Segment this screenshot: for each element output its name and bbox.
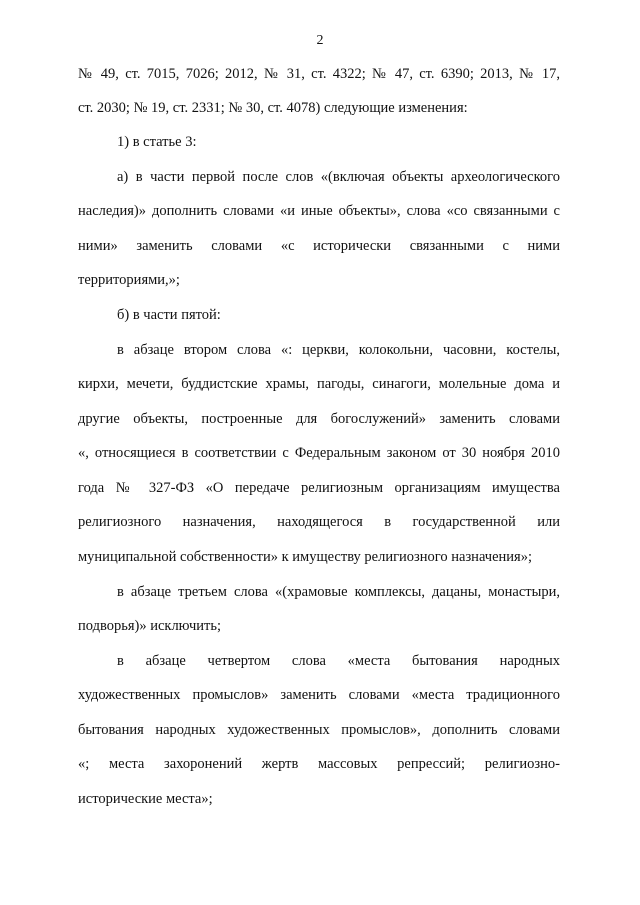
text-line-4: а) в части первой после слов «(включая объекты археологического bbox=[117, 169, 560, 185]
text-line-1: № 49, ст. 7015, 7026; 2012, № 31, ст. 4322; № 47, ст. 6390; 2013, № 17, bbox=[78, 66, 560, 82]
text-line-10: кирхи, мечети, буддистские храмы, пагоды, синагоги, молельные дома и bbox=[78, 376, 560, 392]
text-line-20: бытования народных художественных промыслов», дополнить словами bbox=[78, 722, 560, 738]
text-line-7: территориями,»; bbox=[78, 272, 180, 288]
text-line-22: исторические места»; bbox=[78, 791, 213, 807]
text-line-17: подворья)» исключить; bbox=[78, 618, 221, 634]
text-line-19: художественных промыслов» заменить словами «места традиционного bbox=[78, 687, 560, 703]
text-line-8: б) в части пятой: bbox=[117, 307, 221, 323]
page-number: 2 bbox=[316, 33, 324, 48]
text-line-9: в абзаце втором слова «: церкви, колокольни, часовни, костелы, bbox=[117, 342, 560, 358]
text-line-6: ними» заменить словами «с исторически связанными с ними bbox=[78, 238, 560, 254]
text-line-16: в абзаце третьем слова «(храмовые комплексы, дацаны, монастыри, bbox=[117, 584, 560, 600]
text-line-18: в абзаце четвертом слова «места бытования народных bbox=[117, 653, 560, 669]
text-line-15: муниципальной собственности» к имуществу религиозного назначения»; bbox=[78, 549, 532, 565]
text-line-5: наследия)» дополнить словами «и иные объекты», слова «со связанными с bbox=[78, 203, 560, 219]
text-line-14: религиозного назначения, находящегося в государственной или bbox=[78, 514, 560, 530]
text-line-2: ст. 2030; № 19, ст. 2331; № 30, ст. 4078) следующие изменения: bbox=[78, 100, 468, 116]
text-line-21: «; места захоронений жертв массовых репрессий; религиозно- bbox=[78, 756, 560, 772]
text-line-11: другие объекты, построенные для богослужений» заменить словами bbox=[78, 411, 560, 427]
text-line-12: «, относящиеся в соответствии с Федеральным законом от 30 ноября 2010 bbox=[78, 445, 560, 461]
text-line-3: 1) в статье 3: bbox=[117, 134, 197, 150]
text-line-13: года № 327-ФЗ «О передаче религиозным организациям имущества bbox=[78, 480, 560, 496]
